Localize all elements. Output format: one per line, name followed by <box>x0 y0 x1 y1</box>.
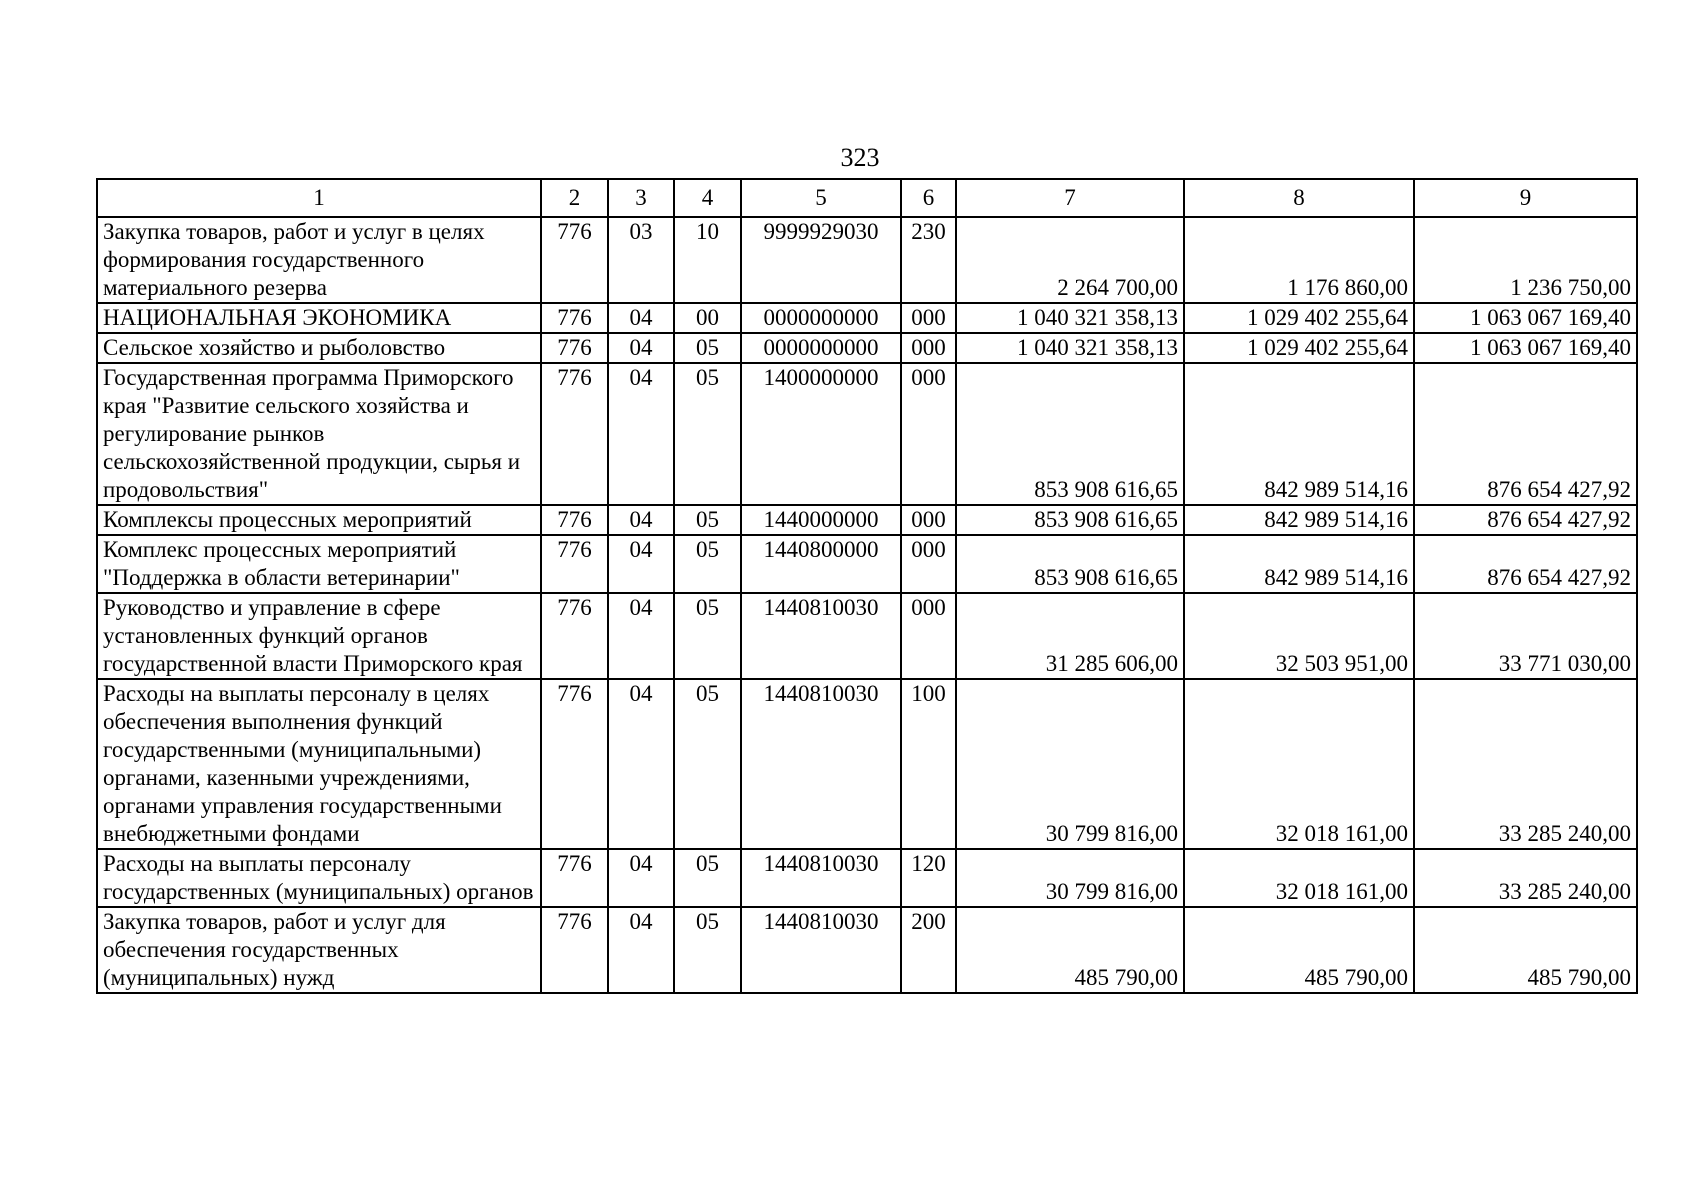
row-code-6: 200 <box>901 907 956 993</box>
row-name: Сельское хозяйство и рыболовство <box>97 333 541 363</box>
row-code-3: 04 <box>608 333 674 363</box>
row-code-4: 05 <box>674 679 741 849</box>
row-code-3: 04 <box>608 363 674 505</box>
row-code-2: 776 <box>541 593 608 679</box>
row-amount-9: 876 654 427,92 <box>1414 505 1637 535</box>
row-amount-7: 31 285 606,00 <box>956 593 1184 679</box>
row-amount-9: 33 771 030,00 <box>1414 593 1637 679</box>
row-amount-8: 32 503 951,00 <box>1184 593 1414 679</box>
row-code-6: 000 <box>901 593 956 679</box>
header-col-4: 4 <box>674 179 741 217</box>
row-code-3: 03 <box>608 217 674 303</box>
row-amount-7: 485 790,00 <box>956 907 1184 993</box>
row-amount-8: 842 989 514,16 <box>1184 535 1414 593</box>
row-code-4: 05 <box>674 907 741 993</box>
row-amount-9: 33 285 240,00 <box>1414 849 1637 907</box>
table-row <box>97 849 1637 907</box>
table-row <box>97 217 1637 303</box>
row-amount-9: 1 063 067 169,40 <box>1414 333 1637 363</box>
row-code-2: 776 <box>541 679 608 849</box>
row-code-5: 1400000000 <box>741 363 901 505</box>
row-code-6: 100 <box>901 679 956 849</box>
row-name: НАЦИОНАЛЬНАЯ ЭКОНОМИКА <box>97 303 541 333</box>
row-amount-8: 485 790,00 <box>1184 907 1414 993</box>
row-amount-8: 1 029 402 255,64 <box>1184 333 1414 363</box>
header-col-3: 3 <box>608 179 674 217</box>
row-amount-7: 30 799 816,00 <box>956 679 1184 849</box>
row-code-4: 10 <box>674 217 741 303</box>
row-code-2: 776 <box>541 849 608 907</box>
row-code-4: 05 <box>674 333 741 363</box>
row-code-6: 000 <box>901 333 956 363</box>
page-number: 323 <box>840 143 880 172</box>
row-code-6: 000 <box>901 303 956 333</box>
budget-table <box>96 178 1638 994</box>
row-amount-8: 842 989 514,16 <box>1184 505 1414 535</box>
table-row <box>97 907 1637 993</box>
row-amount-8: 32 018 161,00 <box>1184 679 1414 849</box>
row-code-4: 05 <box>674 535 741 593</box>
row-name: Государственная программа Приморского края "Развитие сельского хозяйства и регулирование рынков сельскохозяйственной продукции, сырья и продовольствия" <box>97 363 541 505</box>
row-code-5: 1440810030 <box>741 593 901 679</box>
row-amount-9: 33 285 240,00 <box>1414 679 1637 849</box>
header-row <box>97 179 1637 217</box>
row-code-4: 05 <box>674 849 741 907</box>
row-amount-9: 1 063 067 169,40 <box>1414 303 1637 333</box>
row-code-6: 000 <box>901 535 956 593</box>
row-name: Расходы на выплаты персоналу государственных (муниципальных) органов <box>97 849 541 907</box>
row-code-3: 04 <box>608 907 674 993</box>
header-col-5: 5 <box>741 179 901 217</box>
table-row <box>97 303 1637 333</box>
row-code-2: 776 <box>541 363 608 505</box>
row-code-3: 04 <box>608 303 674 333</box>
row-code-3: 04 <box>608 679 674 849</box>
table-row <box>97 535 1637 593</box>
header-col-8: 8 <box>1184 179 1414 217</box>
row-code-4: 05 <box>674 593 741 679</box>
row-code-5: 1440810030 <box>741 679 901 849</box>
row-code-2: 776 <box>541 217 608 303</box>
row-amount-8: 32 018 161,00 <box>1184 849 1414 907</box>
row-code-6: 000 <box>901 505 956 535</box>
row-code-6: 000 <box>901 363 956 505</box>
row-code-4: 05 <box>674 505 741 535</box>
header-col-6: 6 <box>901 179 956 217</box>
row-name: Руководство и управление в сфере установленных функций органов государственной власти Приморского края <box>97 593 541 679</box>
row-code-2: 776 <box>541 505 608 535</box>
row-amount-8: 1 029 402 255,64 <box>1184 303 1414 333</box>
row-code-3: 04 <box>608 849 674 907</box>
row-code-6: 230 <box>901 217 956 303</box>
row-code-6: 120 <box>901 849 956 907</box>
row-code-3: 04 <box>608 505 674 535</box>
row-name: Комплекс процессных мероприятий "Поддержка в области ветеринарии" <box>97 535 541 593</box>
row-name: Закупка товаров, работ и услуг для обеспечения государственных (муниципальных) нужд <box>97 907 541 993</box>
row-code-2: 776 <box>541 535 608 593</box>
row-code-5: 0000000000 <box>741 303 901 333</box>
header-col-1: 1 <box>97 179 541 217</box>
header-col-2: 2 <box>541 179 608 217</box>
row-amount-7: 2 264 700,00 <box>956 217 1184 303</box>
row-code-3: 04 <box>608 535 674 593</box>
row-name: Закупка товаров, работ и услуг в целях формирования государственного материального резерва <box>97 217 541 303</box>
header-col-9: 9 <box>1414 179 1637 217</box>
row-amount-7: 853 908 616,65 <box>956 535 1184 593</box>
table-row <box>97 333 1637 363</box>
row-amount-8: 842 989 514,16 <box>1184 363 1414 505</box>
row-amount-7: 853 908 616,65 <box>956 363 1184 505</box>
row-amount-9: 485 790,00 <box>1414 907 1637 993</box>
table-row <box>97 363 1637 505</box>
row-amount-7: 1 040 321 358,13 <box>956 333 1184 363</box>
row-code-5: 9999929030 <box>741 217 901 303</box>
row-code-5: 0000000000 <box>741 333 901 363</box>
row-code-2: 776 <box>541 333 608 363</box>
row-code-5: 1440810030 <box>741 849 901 907</box>
row-name: Расходы на выплаты персоналу в целях обеспечения выполнения функций государственными (муниципальными) органами, казенными учреждениями, органами управления государственными внебюджетными фондами <box>97 679 541 849</box>
row-code-3: 04 <box>608 593 674 679</box>
table-row <box>97 505 1637 535</box>
row-amount-7: 853 908 616,65 <box>956 505 1184 535</box>
row-name: Комплексы процессных мероприятий <box>97 505 541 535</box>
header-col-7: 7 <box>956 179 1184 217</box>
row-code-5: 1440800000 <box>741 535 901 593</box>
row-amount-7: 30 799 816,00 <box>956 849 1184 907</box>
row-amount-8: 1 176 860,00 <box>1184 217 1414 303</box>
row-code-5: 1440810030 <box>741 907 901 993</box>
row-code-4: 05 <box>674 363 741 505</box>
row-code-2: 776 <box>541 907 608 993</box>
row-amount-9: 876 654 427,92 <box>1414 535 1637 593</box>
row-amount-7: 1 040 321 358,13 <box>956 303 1184 333</box>
row-code-5: 1440000000 <box>741 505 901 535</box>
row-code-2: 776 <box>541 303 608 333</box>
table-row <box>97 679 1637 849</box>
row-code-4: 00 <box>674 303 741 333</box>
table-row <box>97 593 1637 679</box>
row-amount-9: 1 236 750,00 <box>1414 217 1637 303</box>
row-amount-9: 876 654 427,92 <box>1414 363 1637 505</box>
